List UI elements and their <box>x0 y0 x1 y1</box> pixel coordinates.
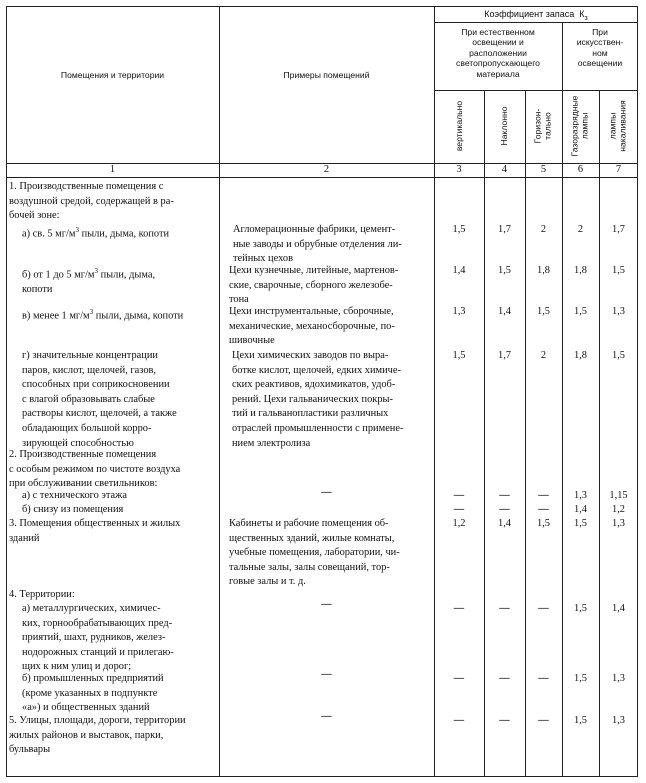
row-5-example-dash: — <box>321 711 332 722</box>
row-1a-vertical: 1,5 <box>452 224 466 235</box>
row-3-incandescent: 1,3 <box>612 518 625 529</box>
row-4a-label: а) металлургических, химичес- ких, горнообрабатывающих пред- приятий, шахт, рудников, желез- нодорожных станций и прилегаю- щих к ним улиц и дорог; <box>22 603 174 673</box>
row-3-gas-lamps: 1,5 <box>574 518 587 529</box>
row-1a-gas-lamps: 2 <box>577 224 584 235</box>
row-1c-vertical: 1,3 <box>452 306 466 317</box>
row-1d-gas-lamps: 1,8 <box>574 350 587 361</box>
row-3-examples: Кабинеты и рабочие помещения об- щественных зданий, жилые комнаты, учебные помещения, лаборатории, чи- тальные залы, залы совещаний, тор- говые залы и т. д. <box>229 518 400 588</box>
row-4b-label: б) промышленных предприятий (кроме указанных в подпункте «а») и общественных зданий <box>22 673 164 714</box>
row-1d-examples: Цехи химических заводов по выра- ботке кислот, щелочей, едких химиче- ских реактивов, ядохимикатов, удоб- рений. Цехи гальванических покры- тий и гальванопластики различных отраслей промышленности с примене- нием электролиза <box>232 350 404 449</box>
row-5-horizontal: — <box>538 715 549 726</box>
k-factor-header: Коэффициент запаса $К_з$ <box>484 9 588 22</box>
row-1b-inclined: 1,5 <box>498 265 511 276</box>
row-2a-incandescent: 1,15 <box>609 490 628 501</box>
row-1a-label: а) св. 5 $мг/м^3$ пыли, дыма, копоти <box>22 226 170 240</box>
row-1d-inclined: 1,7 <box>498 350 511 361</box>
row-4b-inclined: — <box>499 673 510 684</box>
row-5-label: 5. Улицы, площади, дороги, территории жилых районов и выставок, парки, бульвары <box>9 715 186 756</box>
row-1d-vertical: 1,5 <box>452 350 466 361</box>
row-1c-incandescent: 1,3 <box>612 306 625 317</box>
row-2-title: 2. Производственные помещения с особым режимом по чистоте воздуха при обслуживании светильников: <box>9 449 181 490</box>
row-4b-example-dash: — <box>321 669 332 680</box>
row-1c-gas-lamps: 1,5 <box>574 306 587 317</box>
row-2a-gas-lamps: 1,3 <box>574 490 587 501</box>
row-4a-incandescent: 1,4 <box>612 603 625 614</box>
row-1b-gas-lamps: 1,8 <box>574 265 587 276</box>
row-4-title: 4. Территории: <box>9 589 75 600</box>
row-2b-gas-lamps: 1,4 <box>574 504 587 515</box>
row-1b-examples: Цехи кузнечные, литейные, мартенов- ские, сварочные, сборного железобе- тона <box>229 265 399 306</box>
row-3-inclined: 1,4 <box>498 518 511 529</box>
row-1d-label: г) значительные концентрации паров, кислот, щелочей, газов, способных при соприкосновении с влагой образовывать слабые растворы кислот, щелочей, а также обладающих большой корро- зирующей способностью <box>22 350 177 449</box>
row-3-horizontal: 1,5 <box>537 518 550 529</box>
row-1d-incandescent: 1,5 <box>612 350 625 361</box>
col-number: 4 <box>501 164 508 175</box>
row-5-incandescent: 1,3 <box>612 715 625 726</box>
row-1c-inclined: 1,4 <box>498 306 511 317</box>
row-1b-horizontal: 1,8 <box>537 265 550 276</box>
row-1c-examples: Цехи инструментальные, сборочные, механические, механосборочные, по- шивочные <box>229 306 395 347</box>
row-1a-incandescent: 1,7 <box>612 224 625 235</box>
row-4b-incandescent: 1,3 <box>612 673 625 684</box>
col-divider <box>434 6 435 777</box>
row-4a-gas-lamps: 1,5 <box>574 603 587 614</box>
row-1a-examples: Агломерационные фабрики, цемент- ные заводы и обрубные отделения ли- тейных цехов <box>233 224 402 265</box>
row-2b-incandescent: 1,2 <box>612 504 625 515</box>
rooms-territories-header: Помещения и территории <box>60 70 165 80</box>
row-1-title: 1. Производственные помещения с воздушной средой, содержащей в ра- бочей зоне: <box>9 181 174 222</box>
row-2a-horizontal: — <box>538 490 549 501</box>
row-2b-inclined: — <box>499 504 510 515</box>
row-2b-label: б) снизу из помещения <box>22 504 124 515</box>
row-1a-inclined: 1,7 <box>498 224 511 235</box>
row-4b-horizontal: — <box>538 673 549 684</box>
row-4b-gas-lamps: 1,5 <box>574 673 587 684</box>
row-1d-horizontal: 2 <box>540 350 547 361</box>
row-divider <box>434 90 638 91</box>
natural-lighting-header: При естественном освещении и расположении светопропускающего материала <box>456 27 540 79</box>
row-4a-horizontal: — <box>538 603 549 614</box>
col-number: 6 <box>577 164 584 175</box>
row-2a-inclined: — <box>499 490 510 501</box>
col-divider <box>219 6 220 777</box>
col-number: 3 <box>456 164 462 175</box>
row-2b-vertical: — <box>453 504 465 515</box>
row-4a-inclined: — <box>499 603 510 614</box>
col-number: 5 <box>540 164 547 175</box>
row-1b-incandescent: 1,5 <box>612 265 625 276</box>
row-4a-vertical: — <box>453 603 465 614</box>
row-1b-label: б) от 1 до 5 $мг/м^3$ пыли, дыма, копоти <box>22 267 156 296</box>
row-1c-horizontal: 1,5 <box>537 306 550 317</box>
row-4b-vertical: — <box>453 673 465 684</box>
row-1c-label: в) менее 1 $мг/м^3$ пыли, дыма, копоти <box>22 308 184 322</box>
row-2b-horizontal: — <box>538 504 549 515</box>
row-1b-vertical: 1,4 <box>452 265 466 276</box>
row-2a-vertical: — <box>453 490 465 501</box>
col-number: 7 <box>615 164 622 175</box>
row-3-vertical: 1,2 <box>452 518 466 529</box>
col-divider <box>562 22 563 777</box>
row-2a-label: а) с технического этажа <box>22 490 127 501</box>
artificial-lighting-header: При искусствен- ном освещении <box>576 27 624 69</box>
row-2a-example-dash: — <box>321 487 332 498</box>
col-number: 2 <box>323 164 330 175</box>
row-5-vertical: — <box>453 715 465 726</box>
row-5-gas-lamps: 1,5 <box>574 715 587 726</box>
row-1a-horizontal: 2 <box>540 224 547 235</box>
room-examples-header: Примеры помещений <box>283 70 370 80</box>
row-5-inclined: — <box>499 715 510 726</box>
row-3-label: 3. Помещения общественных и жилых зданий <box>9 518 181 544</box>
row-4a-example-dash: — <box>321 599 332 610</box>
col-number: 1 <box>109 164 116 175</box>
